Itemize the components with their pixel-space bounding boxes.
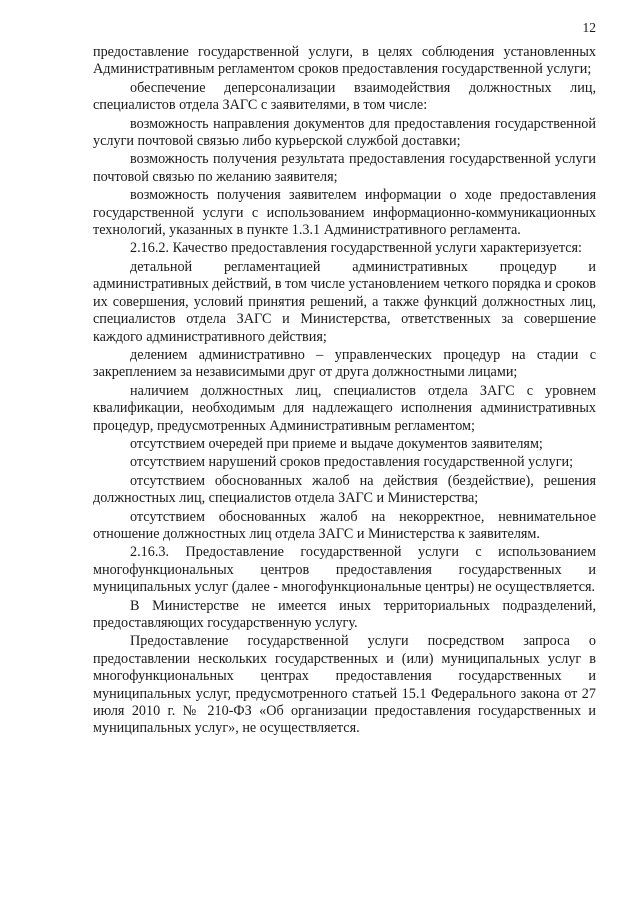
paragraph: возможность получения заявителем информации о ходе предоставления государственной услуги с использованием информационно-коммуникационных технологий, указанных в пункте 1.3.1 Административного регламента.: [93, 187, 596, 239]
document-body: [93, 44, 596, 738]
paragraph: отсутствием нарушений сроков предоставления государственной услуги;: [130, 454, 574, 471]
paragraph: В Министерстве не имеется иных территориальных подразделений, предоставляющих государственную услугу.: [93, 597, 596, 631]
paragraph: делением административно – управленческих процедур на стадии с закреплением за независимыми друг от друга должностными лицами;: [93, 346, 596, 381]
paragraph: предоставление государственной услуги, в целях соблюдения установленных Административным регламентом сроков предоставления государственной услуги;: [93, 44, 596, 78]
paragraph: обеспечение деперсонализации взаимодействия должностных лиц, специалистов отдела ЗАГС с заявителями, в том числе:: [93, 79, 596, 114]
paragraph: детальной регламентацией административных процедур и административных действий, в том числе установлением четкого порядка и сроков их совершения, условий принятия решений, а также функций должностных лиц, специалистов отдела ЗАГС и Министерства, ответственных за совершение каждого административного действия;: [93, 258, 596, 345]
paragraph: 2.16.3. Предоставление государственной услуги с использованием многофункциональных центров предоставления государственных и муниципальных услуг (далее - многофункциональные центры) не осуществляется.: [93, 544, 596, 596]
paragraph: отсутствием обоснованных жалоб на некорректное, невнимательное отношение должностных лиц отдела ЗАГС и Министерства к заявителям.: [93, 508, 596, 542]
paragraph: отсутствием очередей при приеме и выдаче документов заявителям;: [130, 435, 543, 452]
paragraph: возможность направления документов для предоставления государственной услуги почтовой связью либо курьерской службой доставки;: [93, 115, 596, 150]
paragraph: наличием должностных лиц, специалистов отдела ЗАГС с уровнем квалификации, необходимым для надлежащего исполнения административных процедур, предусмотренных Административным регламентом;: [93, 382, 596, 434]
paragraph: Предоставление государственной услуги посредством запроса о предоставлении нескольких государственных и (или) муниципальных услуг в многофункциональных центрах предоставления государственных и муниципальных услуг, предусмотренного статьей 15.1 Федерального закона от 27 июля 2010 г. № 210-ФЗ «Об организации предоставления государственных и муниципальных услуг», не осуществляется.: [93, 633, 596, 737]
page-number: 12: [582, 20, 596, 35]
paragraph: 2.16.2. Качество предоставления государственной услуги характеризуется:: [130, 240, 582, 257]
paragraph: возможность получения результата предоставления государственной услуги почтовой связью по желанию заявителя;: [93, 151, 596, 185]
paragraph: отсутствием обоснованных жалоб на действия (бездействие), решения должностных лиц, специалистов отдела ЗАГС и Министерства;: [93, 472, 596, 507]
